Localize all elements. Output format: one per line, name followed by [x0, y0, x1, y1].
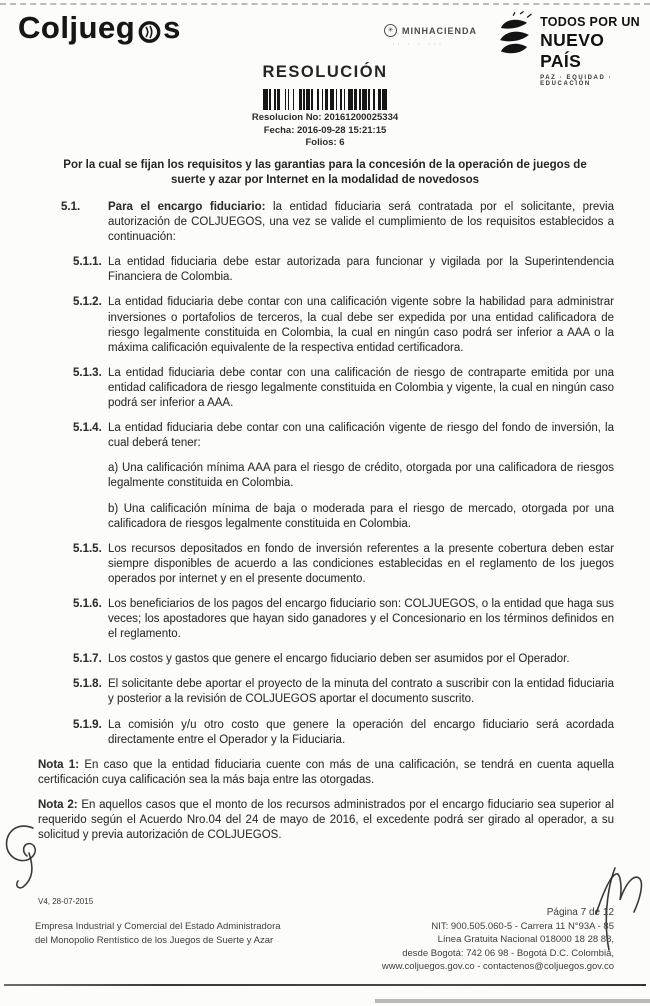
section-5-1: [38, 200, 614, 245]
page-number: Página 7 de 12: [546, 907, 614, 918]
section-text: Los costos y gastos que genere el encargo fiduciario deben ser asumidos por el Operador.: [108, 653, 570, 666]
section-number: 5.1.3.: [73, 366, 102, 379]
section-text: La comisión y/u otro costo que genere la operación del encargo fiduciario será acordada directamente entre el Operador y la Fiduciaria.: [108, 718, 614, 746]
slogan-line1: TODOS POR UN: [540, 15, 640, 29]
footer-contact-block: [382, 906, 614, 973]
section-number: 5.1.1.: [73, 256, 102, 269]
section-number: 5.1.4.: [73, 422, 102, 435]
nit-address-line: NIT: 900.505.060-5 - Carrera 11 N°93A - 85: [431, 921, 614, 933]
minhacienda-seal-icon: ✳: [384, 24, 397, 37]
note-text: En aquellos casos que el monto de los recursos administrados por el encargo fiduciario sea superior al requerido según el Acuerdo Nro.04 del 24 de mayo de 2016, el excedente podrá ser girado al operador, a su solicitud y previa autorización de COLJUEGOS.: [38, 798, 614, 842]
folios-count: Folios: 6: [305, 137, 345, 148]
phone-line: Línea Gratuita Nacional 018000 18 28 88,: [437, 934, 614, 946]
org-line1: Empresa Industrial y Comercial del Estado Administradora: [35, 921, 281, 932]
section-number: 5.1.6.: [73, 597, 102, 610]
scan-artifact-top: [0, 3, 650, 5]
section-text: La entidad fiduciaria debe contar con una calificación vigente de riesgo del fondo de inversión, la cual deberá tener:: [108, 422, 614, 450]
section-text: La entidad fiduciaria debe contar con una calificación de riesgo de contraparte emitida por una entidad calificadora de riesgo legalmente constituida en Colombia y vigente, la cual en ningún caso podrá ser inferior a AAA.: [108, 366, 614, 410]
resolution-subject: Por la cual se fijan los requisitos y las garantias para la concesión de la operación de juegos de suerte y azar por Internet en la modalidad de novedosos: [63, 159, 587, 186]
website-line: www.coljuegos.gov.co - contactenos@coljuegos.gov.co: [381, 960, 614, 972]
section-5-1-8: [38, 677, 614, 707]
org-description: [35, 920, 281, 948]
nuevo-pais-leaf-icon: [494, 7, 534, 62]
subitem-b: b) Una calificación mínima de baja o moderada para el riesgo de mercado, otorgada por una calificadora de riesgos legalmente constituida en Colombia.: [108, 502, 614, 530]
org-line2: del Monopolio Rentístico de los Juegos de Suerte y Azar: [35, 935, 274, 946]
barcode: [239, 89, 411, 110]
scan-artifact-bottom: [375, 999, 650, 1003]
document-title: RESOLUCIÓN: [262, 63, 388, 81]
section-5-1-1: [38, 255, 614, 285]
slogan-tagline: PAZ · EQUIDAD · EDUCACIÓN: [540, 75, 613, 87]
section-text: Los beneficiarios de los pagos del encargo fiduciario son: COLJUEGOS, o la entidad que haga sus veces; los apostadores que hayan sido ganadores y el Concesionario en los términos definidos en el reglamento.: [108, 597, 614, 641]
section-number: 5.1.7.: [73, 653, 102, 666]
subitem-a: a) Una calificación mínima AAA para el riesgo de crédito, otorgada por una calificadora de riesgos legalmente constituida en Colombia.: [108, 462, 614, 490]
note-label: Nota 2:: [38, 798, 78, 811]
coljuegos-o-glyph-icon: [137, 19, 162, 44]
section-text: Los recursos depositados en fondo de inversión referentes a la presente cobertura deben estar siempre disponibles de acuerdo a las condiciones establecidas en el reglamento de los juegos operados por internet y en el presente documento.: [108, 542, 614, 585]
footer-divider: [4, 984, 646, 986]
bogota-line: desde Bogotá: 742 06 98 - Bogotá D.C. Colombia,: [402, 947, 614, 959]
section-text: El solicitante debe aportar el proyecto de la minuta del contrato a suscribir con la entidad fiduciaria y posterior a la revisión de COLJUEGOS aportar el documento suscrito.: [108, 678, 614, 706]
scan-artifact-dots: ·· · · ···: [392, 41, 445, 48]
minhacienda-logo: [384, 24, 477, 37]
resolution-body: [38, 200, 614, 853]
note-2: [38, 798, 614, 843]
minhacienda-label: MINHACIENDA: [402, 25, 477, 36]
section-5-1-9: [38, 718, 614, 748]
radication-stamp: [0, 89, 650, 150]
section-text: La entidad fiduciaria debe estar autorizada para funcionar y vigilada por la Superintendencia Financiera de Colombia.: [108, 256, 614, 284]
section-5-1-2: [38, 295, 614, 355]
note-label: Nota 1:: [38, 758, 80, 771]
form-version: V4, 28-07-2015: [38, 897, 94, 906]
resolution-date: Fecha: 2016-09-28 15:21:15: [263, 124, 387, 136]
section-5-1-7: [38, 652, 614, 667]
section-5-1-5: [38, 542, 614, 587]
resolution-number: Resolucion No: 20161200025334: [251, 112, 399, 123]
note-1: [38, 758, 614, 788]
slogan-line2: NUEVO PAÍS: [540, 30, 605, 71]
section-number: 5.1.2.: [73, 296, 102, 309]
note-text: En caso que la entidad fiduciaria cuente con más de una calificación, se tendrá en cuenta aquella certificación cuya calificación sea la más baja entre las otorgadas.: [38, 758, 615, 786]
section-number: 5.1.8.: [73, 678, 102, 691]
section-number: 5.1.: [61, 201, 81, 213]
section-5-1-4: [38, 421, 614, 451]
section-text: Para el encargo fiduciario: la entidad fiduciaria será contratada por el solicitante, previa autorización de COLJUEGOS, una vez se valide el cumplimiento de los requisitos establecidos a continuación:: [108, 201, 614, 244]
coljuegos-logo-text-left: Coljueg: [18, 10, 136, 45]
section-number: 5.1.9.: [73, 718, 102, 731]
section-number: 5.1.5.: [73, 542, 102, 555]
section-5-1-3: [38, 366, 614, 411]
coljuegos-logo: [18, 10, 181, 46]
coljuegos-logo-text-right: s: [163, 10, 181, 45]
section-text: La entidad fiduciaria debe contar con una calificación vigente sobre la habilidad para administrar inversiones o portafolios de terceros, la cual debe ser expedida por una entidad calificadora de riesgo legalmente constituida en Colombia, la cual en ningún caso podrá ser inferior a AAA o la máxima calificación equivalente de la respectiva entidad certificadora.: [108, 296, 614, 354]
section-5-1-6: [38, 597, 614, 642]
